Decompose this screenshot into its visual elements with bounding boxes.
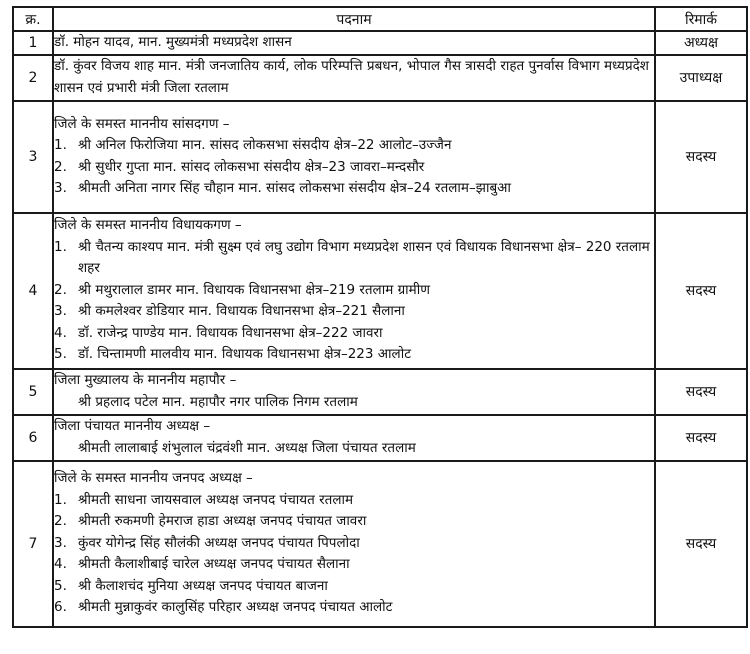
item-number: 3. <box>54 180 67 196</box>
item-text: श्रीमती साधना जायसवाल अध्यक्ष जनपद पंचायत रतलाम <box>78 491 354 508</box>
header-title: पदनाम <box>53 7 655 31</box>
header-sn: क्र. <box>13 7 53 31</box>
list-item <box>54 490 654 512</box>
table-row <box>13 415 747 461</box>
header-remark: रिमार्क <box>655 7 747 31</box>
item-number: 6. <box>54 599 67 616</box>
row-sn: 6 <box>13 415 53 461</box>
item-number: 4. <box>54 556 67 573</box>
item-text: कुंवर योगेन्द्र सिंह सौलंकी अध्यक्ष जनपद पंचायत पिपलोदा <box>78 534 360 551</box>
item-number: 1. <box>54 238 67 255</box>
item-number: 3. <box>54 303 67 320</box>
list-item <box>54 323 654 345</box>
row-content <box>53 415 655 461</box>
row-remark: सदस्य <box>655 415 747 461</box>
list-item <box>54 280 654 302</box>
row-text: डॉ. कुंवर विजय शाह मान. मंत्री जनजातिय कार्य, लोक परिम्पत्ति प्रबधन, भोपाल गैस त्रासदी राहत पुनर्वास विभाग मध्यप्रदेश शासन एवं प्रभारी मंत्री जिला रतलाम <box>53 55 655 101</box>
list-item <box>54 301 654 323</box>
item-text: श्री मथुरालाल डामर मान. विधायक विधानसभा क्षेत्र–219 रतलाम ग्रामीण <box>78 281 431 298</box>
member-list <box>54 135 654 200</box>
item-number: 2. <box>54 281 67 298</box>
row-remark: उपाध्यक्ष <box>655 55 747 101</box>
row-text: डॉ. मोहन यादव, मान. मुख्यमंत्री मध्यप्रदेश शासन <box>53 31 655 55</box>
row-content <box>53 461 655 627</box>
row-remark: सदस्य <box>655 369 747 415</box>
row-remark: अध्यक्ष <box>655 31 747 55</box>
list-item <box>54 511 654 533</box>
item-number: 5. <box>54 346 67 363</box>
row-heading: जिला पंचायत माननीय अध्यक्ष – <box>54 418 211 434</box>
item-number: 2. <box>54 513 67 530</box>
table-row <box>13 461 747 627</box>
item-text: श्रीमती अनिता नागर सिंह चौहान मान. सांसद लोकसभा संसदीय क्षेत्र–24 रतलाम–झाबुआ <box>78 180 511 196</box>
member-list <box>54 490 654 619</box>
members-table <box>12 6 748 628</box>
item-number: 3. <box>54 534 67 551</box>
item-text: श्री कमलेश्वर डोडियार मान. विधायक विधानसभा क्षेत्र–221 सैलाना <box>78 303 405 320</box>
list-item <box>54 237 654 280</box>
item-text: डॉ. राजेन्द्र पाण्डेय मान. विधायक विधानसभा क्षेत्र–222 जावरा <box>78 324 383 341</box>
row-content <box>53 213 655 369</box>
row-content <box>53 101 655 213</box>
row-heading: जिले के समस्त माननीय सांसदगण – <box>54 115 230 132</box>
row-sn: 3 <box>13 101 53 213</box>
member-list <box>54 237 654 366</box>
row-heading: जिले के समस्त माननीय विधायकगण – <box>54 217 242 234</box>
row-heading: जिला मुख्यालय के माननीय महापौर – <box>54 372 237 388</box>
table-row <box>13 369 747 415</box>
row-sn: 7 <box>13 461 53 627</box>
row-line: श्रीमती लालाबाई शंभुलाल चंद्रवंशी मान. अध्यक्ष जिला पंचायत रतलाम <box>78 439 416 456</box>
row-remark: सदस्य <box>655 213 747 369</box>
table-row <box>13 31 747 55</box>
row-content <box>53 369 655 415</box>
list-item <box>54 554 654 576</box>
item-text: श्रीमती कैलाशीबाई चारेल अध्यक्ष जनपद पंचायत सैलाना <box>78 556 350 573</box>
list-item <box>54 533 654 555</box>
list-item <box>54 576 654 598</box>
item-text: श्री चैतन्य काश्यप मान. मंत्री सुक्ष्म एवं लघु उद्योग विभाग मध्यप्रदेश शासन एवं विधायक विधानसभा क्षेत्र– 220 रतलाम शहर <box>78 238 650 277</box>
row-remark: सदस्य <box>655 461 747 627</box>
table-row <box>13 101 747 213</box>
item-number: 1. <box>54 491 67 508</box>
item-text: श्री अनिल फिरोजिया मान. सांसद लोकसभा संसदीय क्षेत्र–22 आलोट–उज्जैन <box>78 137 452 153</box>
list-item <box>54 178 654 200</box>
item-text: श्री सुधीर गुप्ता मान. सांसद लोकसभा संसदीय क्षेत्र–23 जावरा–मन्दसौर <box>78 158 425 175</box>
item-number: 1. <box>54 137 67 153</box>
row-remark: सदस्य <box>655 101 747 213</box>
row-line: श्री प्रहलाद पटेल मान. महापौर नगर पालिक निगम रतलाम <box>78 393 358 410</box>
list-item <box>54 157 654 179</box>
item-text: श्रीमती रुकमणी हेमराज हाडा अध्यक्ष जनपद पंचायत जावरा <box>78 513 367 530</box>
row-sn: 5 <box>13 369 53 415</box>
row-sn: 4 <box>13 213 53 369</box>
item-number: 5. <box>54 577 67 594</box>
item-number: 2. <box>54 158 67 175</box>
list-item <box>54 597 654 619</box>
item-text: डॉ. चिन्तामणी मालवीय मान. विधायक विधानसभा क्षेत्र–223 आलोट <box>78 346 412 363</box>
table-row <box>13 55 747 101</box>
row-heading: जिले के समस्त माननीय जनपद अध्यक्ष – <box>54 470 253 487</box>
list-item <box>54 344 654 366</box>
table-row <box>13 213 747 369</box>
item-text: श्रीमती मुन्नाकुवंर कालुसिंह परिहार अध्यक्ष जनपद पंचायत आलोट <box>78 599 393 616</box>
row-sn: 1 <box>13 31 53 55</box>
item-text: श्री कैलाशचंद मुनिया अध्यक्ष जनपद पंचायत बाजना <box>78 577 328 594</box>
item-number: 4. <box>54 324 67 341</box>
list-item <box>54 135 654 157</box>
table-header-row <box>13 7 747 31</box>
row-sn: 2 <box>13 55 53 101</box>
